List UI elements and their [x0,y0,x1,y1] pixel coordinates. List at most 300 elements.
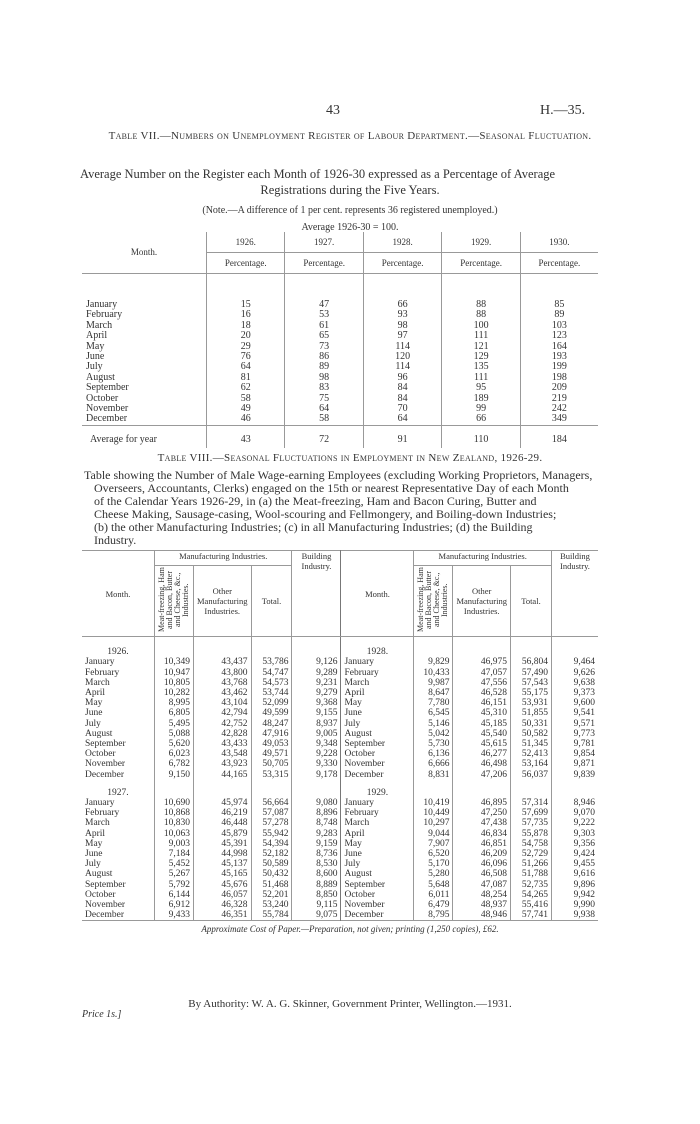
month-label: July [341,859,414,869]
employment-cell: 9,626 [551,668,598,678]
month-label: December [85,769,125,780]
percentage-cell: 18 [207,321,285,331]
table-row [82,414,598,425]
month-label: May [341,839,414,849]
employment-cell: 9,987 [414,678,453,688]
employment-cell: 43,433 [193,739,251,749]
employment-cell: 8,736 [292,849,341,859]
month-label: October [86,392,119,404]
employment-cell: 9,126 [292,657,341,667]
table8-building-header: Building Industry. [551,551,598,637]
table8-title: Table VIII.—Seasonal Fluctuations in Employment in New Zealand, 1926-29. [157,452,543,464]
table8-month-header: Month. [82,551,154,637]
employment-cell: 55,175 [510,688,551,698]
percentage-cell: 84 [363,394,441,404]
employment-cell: 46,834 [453,829,511,839]
month-label: November [86,403,129,415]
month-label: April [341,688,414,698]
table-row [82,668,598,678]
employment-cell: 8,889 [292,880,341,890]
month-label: February [341,668,414,678]
employment-cell: 46,498 [453,759,511,769]
month-label: July [85,859,101,870]
table7-subtitle-line1: Average Number on the Register each Month of 1926-30 expressed as a Percentage of Average [80,167,556,181]
authority-line: By Authority: W. A. G. Skinner, Government Printer, Wellington.—1931. [188,998,512,1010]
employment-cell: 6,782 [154,759,193,769]
employment-cell: 9,871 [551,759,598,769]
table-row [82,739,598,749]
table8-group-header: Manufacturing Industries. [414,551,552,566]
table-row [82,759,598,769]
employment-cell: 46,209 [453,849,511,859]
employment-cell: 9,070 [551,808,598,818]
employment-cell: 57,490 [510,668,551,678]
employment-cell: 53,744 [251,688,292,698]
table-row [82,839,598,849]
employment-cell: 10,868 [154,808,193,818]
employment-cell: 9,638 [551,678,598,688]
employment-cell: 56,664 [251,798,292,808]
table8-total-header: Total. [251,566,292,637]
year-label: 1928. [341,637,414,658]
percentage-cell: 70 [363,404,441,414]
employment-cell: 45,391 [193,839,251,849]
employment-cell: 43,548 [193,749,251,759]
percentage-cell: 219 [520,394,598,404]
month-label: March [85,818,110,829]
table8-description-line: of the Calendar Years 1926-29, in (a) the Meat-freezing, Ham and Bacon Curing, Butter and [94,494,537,508]
employment-cell: 6,545 [414,708,453,718]
percentage-cell: 64 [285,404,363,414]
table7-average-value: 72 [285,425,363,448]
employment-cell: 54,747 [251,668,292,678]
month-label: November [85,900,126,911]
employment-cell: 6,520 [414,849,453,859]
employment-cell: 48,937 [453,900,511,910]
percentage-cell: 164 [520,342,598,352]
table-row [82,274,598,311]
employment-cell: 43,800 [193,668,251,678]
month-label: February [341,808,414,818]
month-label: July [341,719,414,729]
percentage-cell: 85 [520,274,598,311]
employment-cell: 42,752 [193,719,251,729]
employment-cell: 5,452 [154,859,193,869]
table8-meat-header: Meat-freezing, Ham and Bacon, Butter and Cheese, &c., Industries. [416,567,450,633]
month-label: August [341,869,414,879]
month-label: August [85,728,113,739]
percentage-cell: 62 [207,383,285,393]
employment-cell: 9,541 [551,708,598,718]
percentage-cell: 53 [285,310,363,320]
table-row [82,383,598,393]
employment-cell: 42,794 [193,708,251,718]
employment-cell: 47,057 [453,668,511,678]
employment-cell: 47,087 [453,880,511,890]
percentage-cell: 121 [442,342,520,352]
employment-cell: 53,786 [251,657,292,667]
percentage-cell: 66 [442,414,520,425]
percentage-cell: 58 [207,394,285,404]
employment-cell: 10,063 [154,829,193,839]
table7-year-header: 1927. [285,232,363,253]
employment-cell: 9,150 [154,770,193,780]
employment-cell: 9,781 [551,739,598,749]
table8-description-line: Industry. [94,533,137,547]
employment-cell: 9,303 [551,829,598,839]
employment-cell: 7,780 [414,698,453,708]
employment-cell: 46,096 [453,859,511,869]
table-row [82,373,598,383]
month-label: September [85,879,126,890]
table8-building-header: Building Industry. [292,551,341,637]
employment-cell: 49,053 [251,739,292,749]
table7-average-value: 91 [363,425,441,448]
employment-cell: 8,995 [154,698,193,708]
price-label: Price 1s.] [82,1009,122,1020]
employment-cell: 9,424 [551,849,598,859]
employment-cell: 9,896 [551,880,598,890]
table-row [82,880,598,890]
employment-cell: 57,735 [510,818,551,828]
percentage-cell: 73 [285,342,363,352]
employment-cell: 52,099 [251,698,292,708]
employment-cell: 9,829 [414,657,453,667]
month-label: November [341,759,414,769]
employment-cell: 46,151 [453,698,511,708]
month-label: January [86,299,118,310]
table8-description-line: Cheese Making, Sausage-casing, Wool-scouring and Fellmongery, and Boiling-down Industries; [94,507,557,521]
employment-cell: 6,023 [154,749,193,759]
table-row [82,678,598,688]
table7-subtitle [80,166,620,198]
table-row [82,342,598,352]
month-label: June [85,849,103,860]
percentage-cell: 103 [520,321,598,331]
employment-cell: 8,647 [414,688,453,698]
employment-cell: 51,266 [510,859,551,869]
employment-cell: 57,278 [251,818,292,828]
month-label: December [86,413,128,425]
employment-cell: 9,005 [292,729,341,739]
month-label: June [86,351,105,363]
employment-cell: 57,314 [510,798,551,808]
percentage-cell: 193 [520,352,598,362]
employment-cell: 55,784 [251,910,292,921]
employment-cell: 6,912 [154,900,193,910]
month-label: June [341,708,414,718]
employment-cell: 55,878 [510,829,551,839]
employment-cell: 9,571 [551,719,598,729]
percentage-cell: 88 [442,274,520,311]
employment-cell: 9,455 [551,859,598,869]
percentage-cell: 65 [285,331,363,341]
employment-cell: 53,164 [510,759,551,769]
table7-average-value: 110 [442,425,520,448]
employment-cell: 47,438 [453,818,511,828]
employment-cell: 55,942 [251,829,292,839]
month-label: August [85,869,113,880]
employment-cell: 45,185 [453,719,511,729]
percentage-cell: 20 [207,331,285,341]
table-row [82,352,598,362]
employment-cell: 50,589 [251,859,292,869]
employment-cell: 9,616 [551,869,598,879]
percentage-cell: 135 [442,362,520,372]
month-label: April [85,828,106,839]
table7-body [82,274,598,426]
paper-cost-note: Approximate Cost of Paper.—Preparation, not given; printing (1,250 copies), £62. [201,924,499,934]
employment-cell: 52,735 [510,880,551,890]
employment-cell: 44,165 [193,770,251,780]
employment-cell: 9,600 [551,698,598,708]
table8-description [84,469,604,547]
employment-cell: 45,165 [193,869,251,879]
table7-title: Table VII.—Numbers on Unemployment Register of Labour Department.—Seasonal Fluctuation. [108,130,592,142]
percentage-cell: 189 [442,394,520,404]
employment-cell: 9,330 [292,759,341,769]
table7-month-header: Month. [82,232,207,274]
percentage-cell: 123 [520,331,598,341]
employment-cell: 45,676 [193,880,251,890]
employment-cell: 42,828 [193,729,251,739]
employment-cell: 6,144 [154,890,193,900]
employment-cell: 54,573 [251,678,292,688]
table-row [82,829,598,839]
percentage-cell: 88 [442,310,520,320]
employment-cell: 10,690 [154,798,193,808]
employment-cell: 6,479 [414,900,453,910]
employment-cell: 51,468 [251,880,292,890]
employment-cell: 54,394 [251,839,292,849]
percentage-cell: 81 [207,373,285,383]
month-label: March [341,818,414,828]
employment-cell: 57,543 [510,678,551,688]
employment-cell: 9,003 [154,839,193,849]
table-row [82,321,598,331]
table8-group-header: Manufacturing Industries. [154,551,292,566]
employment-cell: 53,240 [251,900,292,910]
month-label: April [85,688,106,699]
percentage-cell: 100 [442,321,520,331]
percentage-cell: 86 [285,352,363,362]
employment-cell: 46,448 [193,818,251,828]
month-label: December [341,910,414,921]
table7-unit-header: Percentage. [207,253,285,274]
month-label: February [85,808,120,819]
employment-cell: 43,104 [193,698,251,708]
employment-cell: 9,464 [551,657,598,667]
table8-body [82,637,598,926]
percentage-cell: 111 [442,331,520,341]
employment-cell: 50,582 [510,729,551,739]
percentage-cell: 93 [363,310,441,320]
percentage-cell: 96 [363,373,441,383]
table8-description-line: Table showing the Number of Male Wage-earning Employees (excluding Working Proprietors, Managers, [84,468,593,482]
table-row [82,808,598,818]
employment-cell: 9,155 [292,708,341,718]
table7-average-line: Average 1926-30 = 100. [301,222,399,233]
employment-cell: 45,540 [453,729,511,739]
table-row [82,362,598,372]
employment-cell: 9,115 [292,900,341,910]
table7-average-label: Average for year [82,425,207,448]
employment-cell: 10,805 [154,678,193,688]
employment-cell: 57,741 [510,910,551,921]
document-reference: H.—35. [540,103,586,118]
month-label: April [86,330,108,342]
employment-cell: 8,946 [551,798,598,808]
employment-cell: 8,748 [292,818,341,828]
employment-cell: 46,895 [453,798,511,808]
employment-cell: 52,729 [510,849,551,859]
percentage-cell: 61 [285,321,363,331]
percentage-cell: 89 [520,310,598,320]
month-label: January [85,798,115,809]
employment-cell: 9,990 [551,900,598,910]
employment-cell: 5,730 [414,739,453,749]
employment-cell: 8,600 [292,869,341,879]
percentage-cell: 64 [207,362,285,372]
employment-cell: 9,231 [292,678,341,688]
percentage-cell: 49 [207,404,285,414]
employment-cell: 8,831 [414,770,453,780]
employment-cell: 56,804 [510,657,551,667]
employment-cell: 46,351 [193,910,251,921]
employment-cell: 52,413 [510,749,551,759]
employment-cell: 51,345 [510,739,551,749]
employment-cell: 57,699 [510,808,551,818]
employment-cell: 9,289 [292,668,341,678]
table-row [82,331,598,341]
table7-unit-header: Percentage. [285,253,363,274]
month-label: November [341,900,414,910]
employment-cell: 46,851 [453,839,511,849]
month-label: June [85,708,103,719]
table-row [82,849,598,859]
employment-cell: 8,896 [292,808,341,818]
month-label: July [85,718,101,729]
employment-cell: 8,937 [292,719,341,729]
employment-cell: 8,850 [292,890,341,900]
employment-cell: 6,136 [414,749,453,759]
employment-cell: 5,620 [154,739,193,749]
percentage-cell: 84 [363,383,441,393]
employment-cell: 9,839 [551,770,598,780]
employment-cell: 57,087 [251,808,292,818]
employment-cell: 10,282 [154,688,193,698]
employment-cell: 46,057 [193,890,251,900]
employment-cell: 43,462 [193,688,251,698]
employment-cell: 9,938 [551,910,598,921]
employment-cell: 5,792 [154,880,193,890]
employment-cell: 50,705 [251,759,292,769]
employment-cell: 5,146 [414,719,453,729]
employment-cell: 45,310 [453,708,511,718]
month-label: May [86,340,105,352]
employment-cell: 48,946 [453,910,511,921]
month-label: July [86,361,103,373]
table7-average-value: 184 [520,425,598,448]
month-label: August [86,371,115,383]
employment-cell: 5,495 [154,719,193,729]
month-label: October [85,749,116,760]
employment-cell: 10,830 [154,818,193,828]
employment-cell: 46,219 [193,808,251,818]
employment-cell: 47,556 [453,678,511,688]
month-label: August [341,729,414,739]
percentage-cell: 66 [363,274,441,311]
employment-cell: 9,075 [292,910,341,921]
table7-average-value: 43 [207,425,285,448]
employment-cell: 45,974 [193,798,251,808]
employment-cell: 43,768 [193,678,251,688]
percentage-cell: 97 [363,331,441,341]
employment-cell: 5,170 [414,859,453,869]
year-row [82,637,598,658]
table8-description-line: (b) the other Manufacturing Industries; (c) in all Manufacturing Industries; (d) the Building [94,520,533,534]
table8-total-header: Total. [510,566,551,637]
employment-cell: 44,998 [193,849,251,859]
table-row [82,818,598,828]
month-label: April [341,829,414,839]
employment-cell: 46,328 [193,900,251,910]
employment-cell: 6,666 [414,759,453,769]
table-row [82,859,598,869]
percentage-cell: 95 [442,383,520,393]
percentage-cell: 15 [207,274,285,311]
employment-cell: 56,037 [510,770,551,780]
table-row [82,404,598,414]
table-row [82,900,598,910]
percentage-cell: 58 [285,414,363,425]
percentage-cell: 120 [363,352,441,362]
percentage-cell: 64 [363,414,441,425]
employment-cell: 10,433 [414,668,453,678]
employment-cell: 47,250 [453,808,511,818]
table-row [82,719,598,729]
employment-cell: 54,758 [510,839,551,849]
percentage-cell: 16 [207,310,285,320]
employment-cell: 46,508 [453,869,511,879]
percentage-cell: 198 [520,373,598,383]
employment-cell: 9,773 [551,729,598,739]
table7-year-header: 1926. [207,232,285,253]
employment-cell: 54,265 [510,890,551,900]
employment-cell: 52,201 [251,890,292,900]
table7-year-header: 1928. [363,232,441,253]
page-number: 43 [326,103,340,118]
table8-other-header: Other Manufacturing Industries. [453,566,511,637]
employment-cell: 48,247 [251,719,292,729]
table7-unit-header: Percentage. [363,253,441,274]
year-label: 1926. [107,647,129,658]
table-row [82,698,598,708]
employment-cell: 47,916 [251,729,292,739]
table7-subtitle-line2: Registrations during the Five Years. [260,183,440,197]
table7-unit-header: Percentage. [442,253,520,274]
employment-cell: 47,206 [453,770,511,780]
employment-cell: 9,368 [292,698,341,708]
employment-cell: 9,159 [292,839,341,849]
month-label: December [341,770,414,780]
month-label: October [341,749,414,759]
employment-cell: 7,184 [154,849,193,859]
employment-cell: 46,277 [453,749,511,759]
table-row [82,910,598,921]
percentage-cell: 89 [285,362,363,372]
percentage-cell: 349 [520,414,598,425]
